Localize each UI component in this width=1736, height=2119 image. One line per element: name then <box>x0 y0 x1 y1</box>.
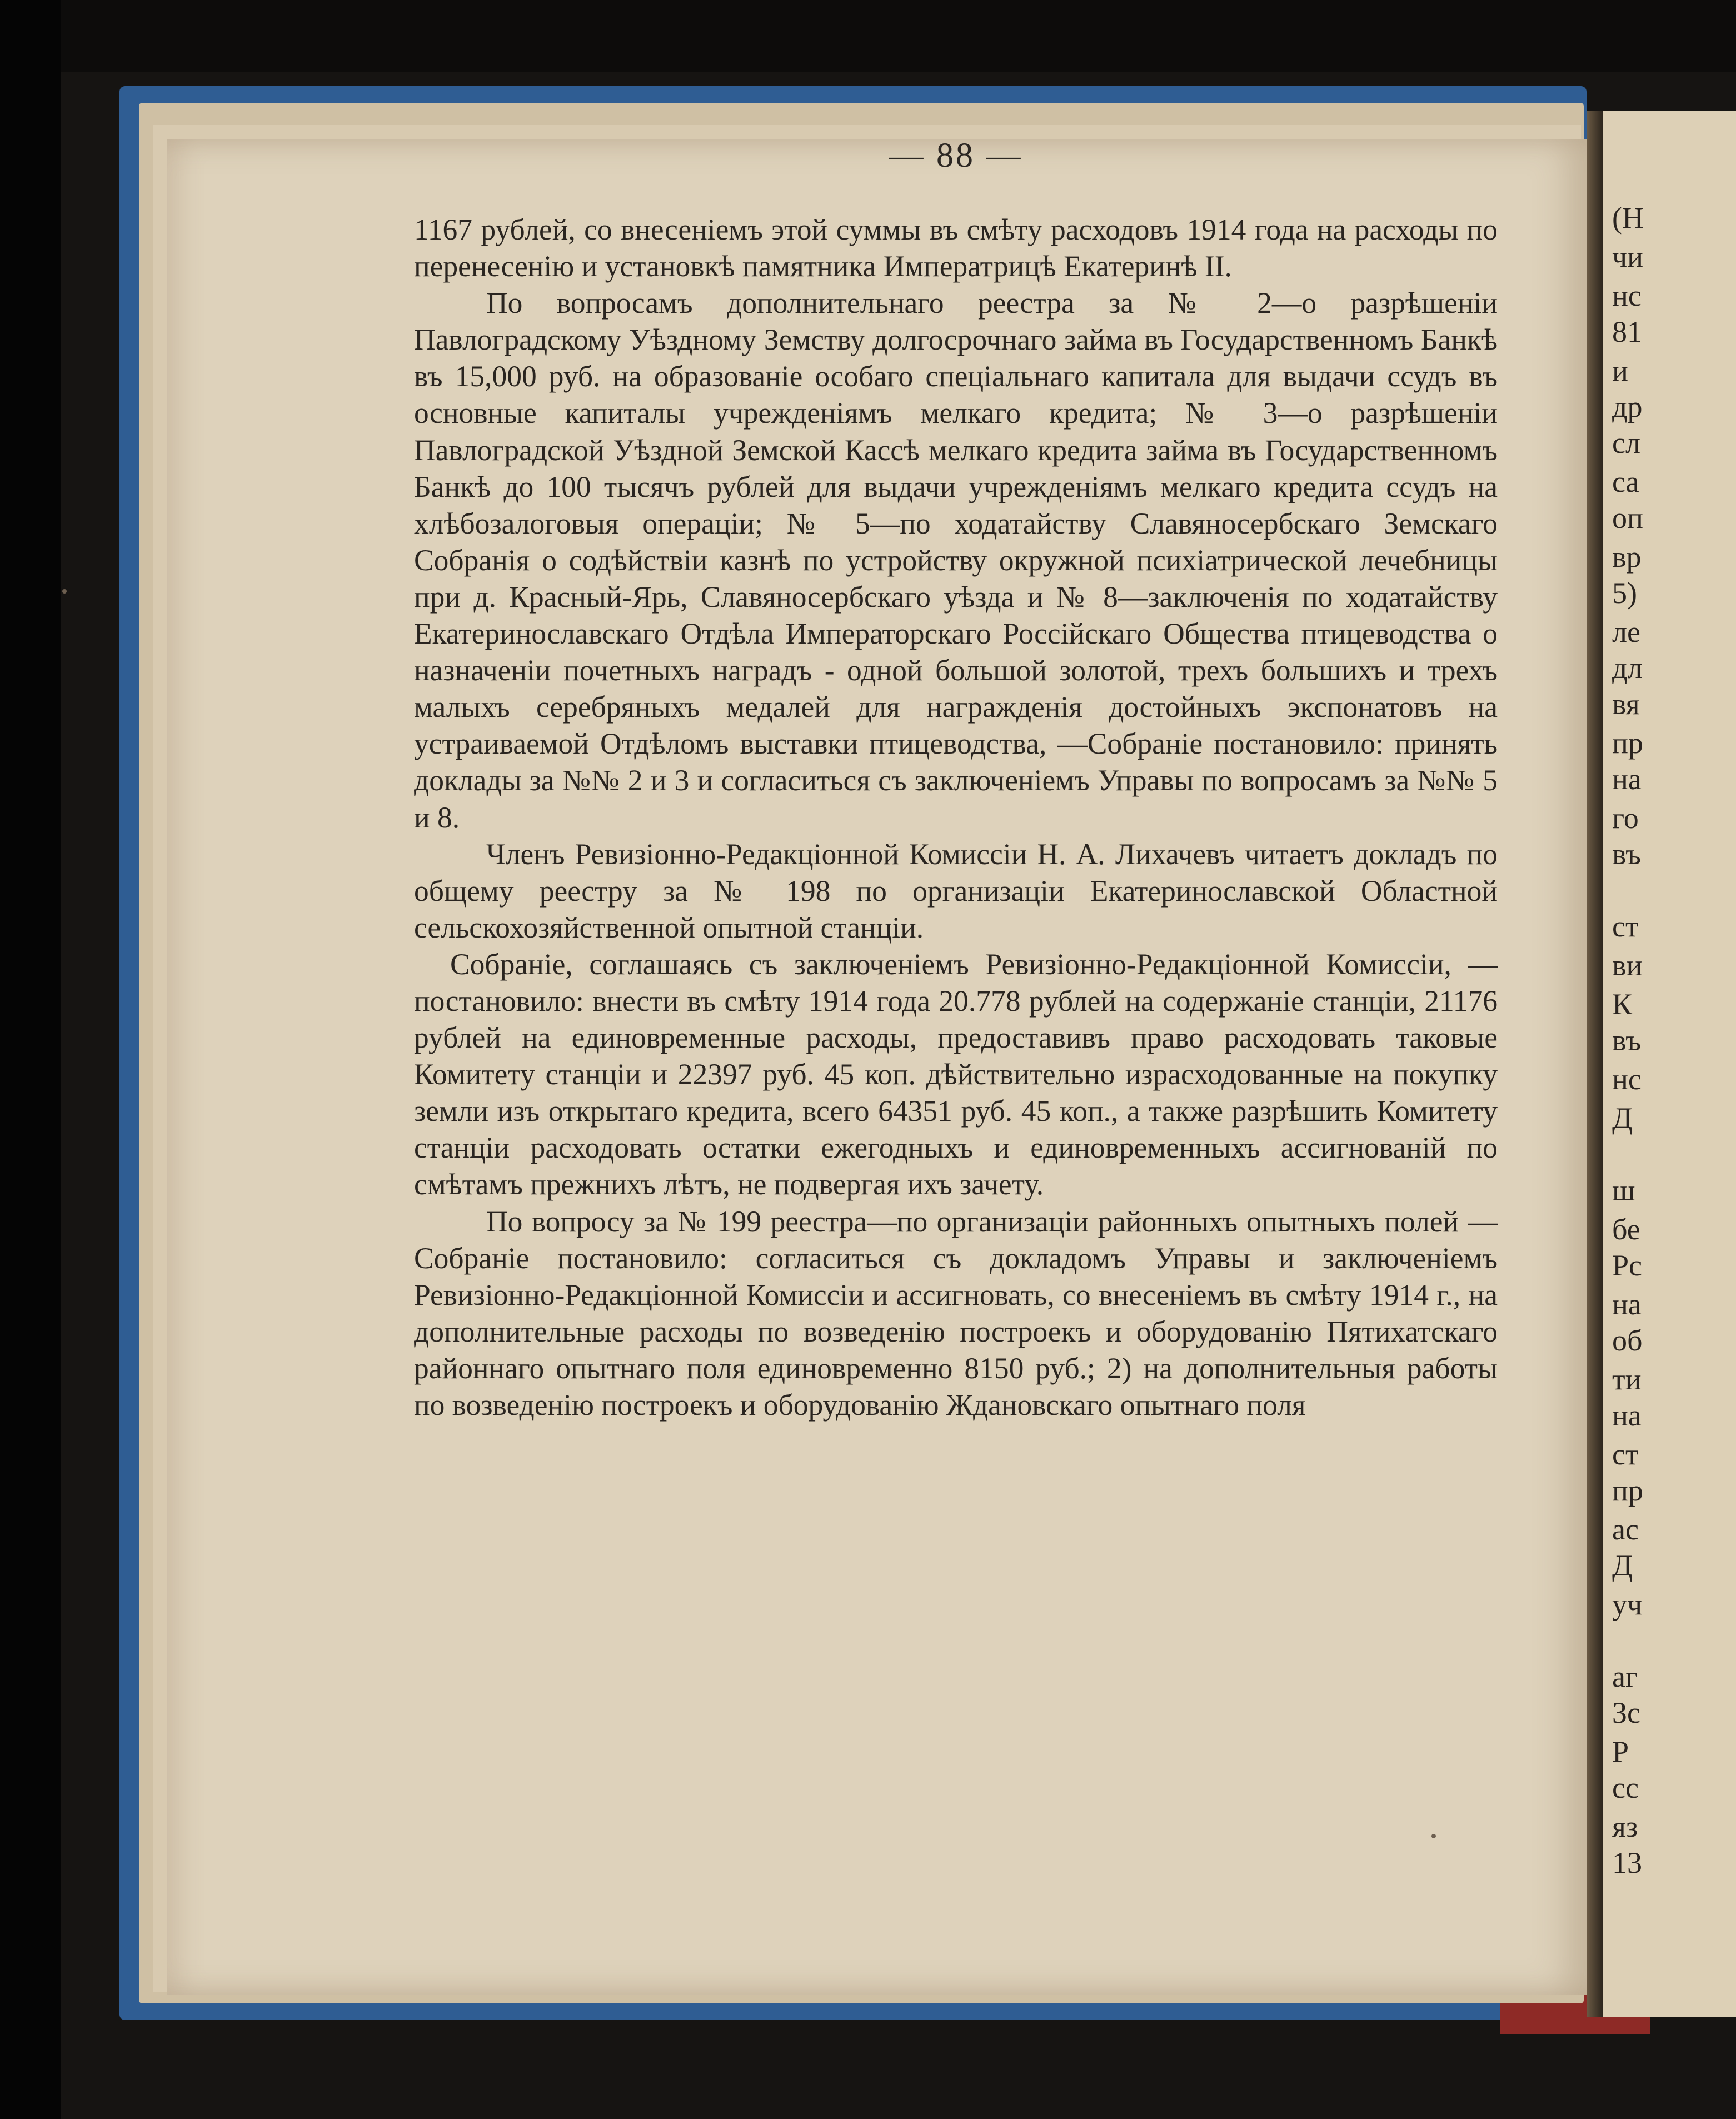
adjacent-page-fragment: сл <box>1612 426 1640 460</box>
adjacent-page-fragment: са <box>1612 465 1639 498</box>
adjacent-page-fragment: (Н <box>1612 201 1644 235</box>
scan-edge <box>0 0 61 2119</box>
adjacent-page-fragment: К <box>1612 988 1633 1021</box>
adjacent-page-fragment: сс <box>1612 1771 1639 1804</box>
adjacent-page-fragment: на <box>1612 1288 1642 1321</box>
adjacent-page-fragment: ви <box>1612 949 1643 982</box>
adjacent-page-fragment: др <box>1612 390 1643 423</box>
adjacent-page-fragment: бе <box>1612 1213 1640 1246</box>
adjacent-page-fragment: нс <box>1612 1063 1642 1096</box>
page-body <box>414 211 1498 1423</box>
adjacent-page-fragment: яз <box>1612 1810 1638 1843</box>
paragraph: По вопросамъ дополнительнаго реестра за № 2—о разрѣшеніи Павлоградскому Уѣздному Земству долгосрочнаго займа въ Государственномъ Банкѣ въ 15,000 руб. на образованіе особаго спеціальнаго капитала для выдачи ссудъ въ основные капиталы учрежденіямъ мелкаго кредита; № 3—о разрѣшеніи Павлоградской Уѣздной Земской Кассѣ мелкаго кредита займа въ Государственномъ Банкѣ до 100 тысячъ рублей для выдачи учрежденіямъ мелкаго кредита ссудъ на хлѣбозалоговыя операціи; № 5—по ходатайству Славяносербскаго Земскаго Собранія о содѣйствіи казнѣ по устройству окружной психіатрической лечебницы при д. Красный-Ярь, Славяносербскаго уѣзда и № 8—заключенія по ходатайству Екатеринославскаго Отдѣла Императорскаго Россійскаго Общества птицеводства о назначеніи почетныхъ наградъ - одной большой золотой, трехъ большихъ и трехъ малыхъ серебряныхъ медалей для награжденія достойныхъ экспонатовъ на устраиваемой Отдѣломъ выставки птицеводства, —Собраніе постановило: принять доклады за №№ 2 и 3 и согласиться съ заключеніемъ Управы по вопросамъ за №№ 5 и 8. <box>414 286 1498 834</box>
adjacent-page-fragment: Д <box>1612 1101 1633 1135</box>
adjacent-page-fragment: 5) <box>1612 576 1637 610</box>
paper-speck <box>62 589 67 594</box>
page-number: — 88 — <box>889 137 1023 174</box>
adjacent-page-fragment: пр <box>1612 726 1643 760</box>
paper-speck <box>1431 1834 1436 1838</box>
adjacent-page-fragment: го <box>1612 801 1639 835</box>
adjacent-page-fragment: на <box>1612 762 1642 796</box>
adjacent-page-fragment: уч <box>1612 1588 1643 1621</box>
adjacent-page-fragment: пр <box>1612 1474 1643 1507</box>
adjacent-page-fragment: 81 <box>1612 315 1642 348</box>
adjacent-page-fragment: въ <box>1612 1024 1642 1057</box>
adjacent-page-fragment: нс <box>1612 279 1642 312</box>
paragraph: 1167 рублей, со внесеніемъ этой суммы въ смѣту расходовъ 1914 года на расходы по перенесенію и установкѣ памятника Императрицѣ Екатеринѣ II. <box>414 213 1498 283</box>
book-gutter <box>1587 111 1603 2017</box>
adjacent-page-fragment: и <box>1612 354 1628 387</box>
adjacent-page-fragment: Р <box>1612 1735 1629 1768</box>
paragraph: Собраніе, соглашаясь съ заключеніемъ Ревизіонно-Редакціонной Комиссіи, —постановило: внести въ смѣту 1914 года 20.778 рублей на содержаніе станціи, 21176 рублей на единовременные расходы, предоставивъ право расходовать таковые Комитету станціи и 22397 руб. 45 коп. дѣйствительно израсходованные на покупку земли изъ открытаго кредита, всего 64351 руб. 45 коп., а также разрѣшить Комитету станціи расходовать остатки ежегодныхъ и единовременныхъ ассигнованій по смѣтамъ прежнихъ лѣтъ, не подвергая ихъ зачету. <box>414 947 1498 1201</box>
adjacent-page-fragment: 13 <box>1612 1846 1642 1879</box>
scan-background <box>0 0 1736 72</box>
adjacent-page-fragment: на <box>1612 1399 1642 1432</box>
adjacent-page-fragment: ти <box>1612 1363 1642 1396</box>
adjacent-page-fragment: ст <box>1612 1438 1639 1471</box>
adjacent-page-fragment: об <box>1612 1324 1643 1357</box>
adjacent-page-fragment: въ <box>1612 837 1642 871</box>
paragraph: По вопросу за № 199 реестра—по организаціи районныхъ опытныхъ полей —Собраніе постановило: согласиться съ докладомъ Управы и заключеніемъ Ревизіонно-Редакціонной Комиссіи и ассигновать, со внесеніемъ въ смѣту 1914 г., на дополнительные расходы по возведенію построекъ и оборудованію Пятихатскаго районнаго опытнаго поля единовременно 8150 руб.; 2) на дополнительныя работы по возведенію построекъ и оборудованію Ждановскаго опытнаго поля <box>414 1204 1498 1422</box>
paragraph: Членъ Ревизіонно-Редакціонной Комиссіи Н. А. Лихачевъ читаетъ докладъ по общему реестру за № 198 по организаціи Екатеринославской Областной сельскохозяйственной опытной станціи. <box>414 837 1498 944</box>
adjacent-page-fragment: вр <box>1612 540 1642 574</box>
adjacent-page-fragment: Рс <box>1612 1249 1642 1282</box>
adjacent-page-fragment: ас <box>1612 1513 1639 1546</box>
adjacent-page-fragment: ле <box>1612 615 1640 649</box>
adjacent-page-fragment: ст <box>1612 910 1639 943</box>
adjacent-page-fragment: вя <box>1612 687 1640 721</box>
adjacent-page-fragment: дл <box>1612 651 1643 685</box>
adjacent-page-fragment: аг <box>1612 1660 1638 1693</box>
adjacent-page-fragment: Д <box>1612 1549 1633 1582</box>
adjacent-page-fragment: ш <box>1612 1174 1635 1207</box>
adjacent-page-fragment: Зс <box>1612 1696 1641 1729</box>
adjacent-page-fragment: оп <box>1612 501 1643 535</box>
right-page-edge <box>1603 111 1736 2017</box>
adjacent-page-fragment: чи <box>1612 240 1644 273</box>
